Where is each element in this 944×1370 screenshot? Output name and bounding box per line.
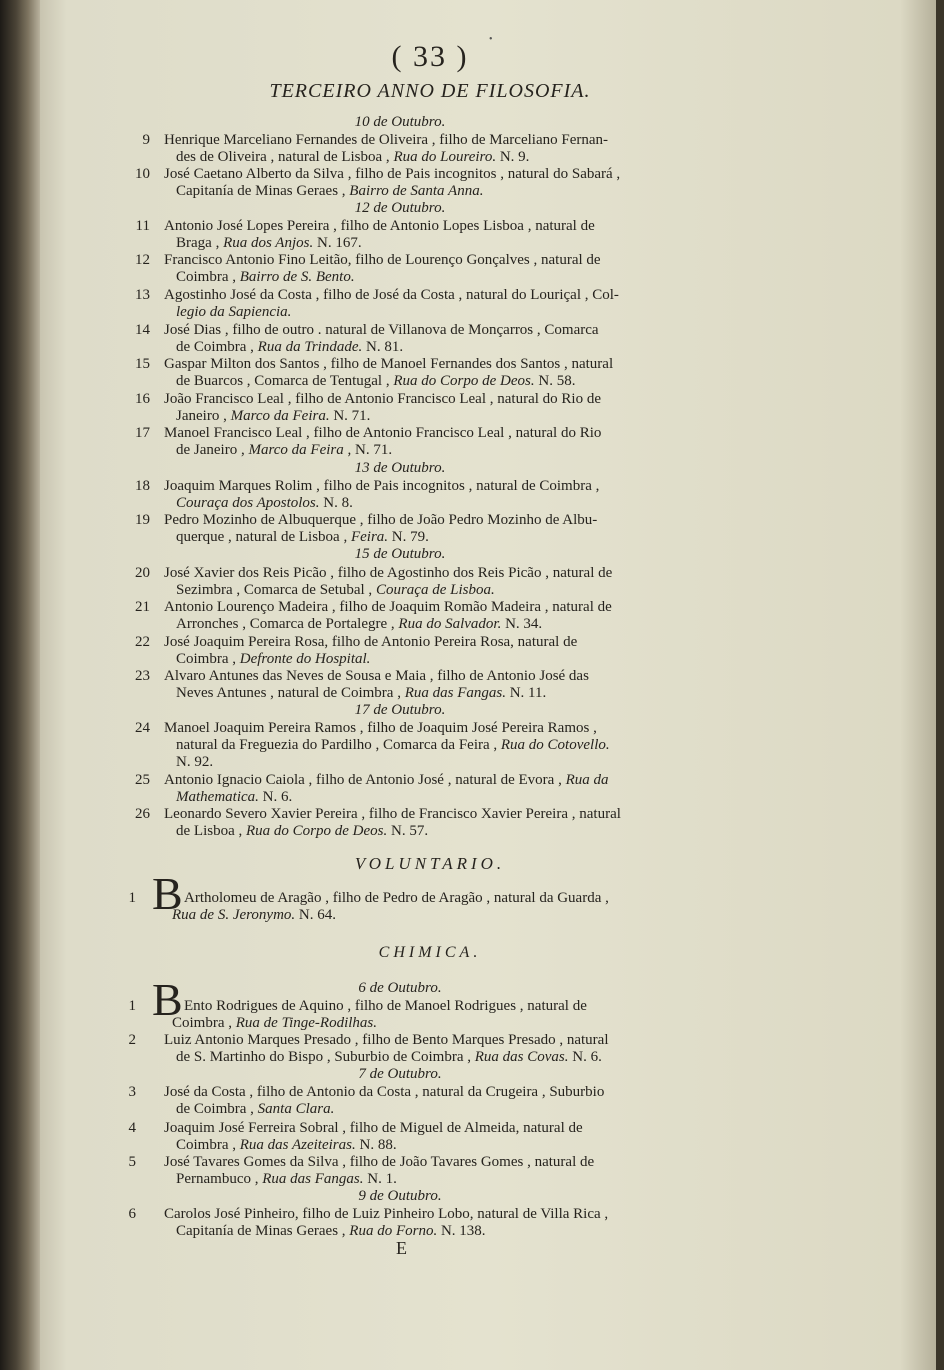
entry-text: N. 1. — [363, 1171, 397, 1187]
entry-line: N. 92. — [176, 754, 214, 770]
chimica-title: CHIMICA. — [378, 944, 482, 961]
entry-text: Manoel Joaquim Pereira Ramos , filho de Joaquim José Pereira Ramos , — [164, 720, 597, 736]
entry-number: 3 — [128, 1084, 136, 1100]
date-text: 6 de Outubro. — [358, 980, 442, 996]
entry-text: Francisco Antonio Fino Leitão, filho de Lourenço Gonçalves , natural de — [164, 252, 601, 268]
entry-line — [164, 806, 621, 823]
entry-line — [176, 823, 428, 840]
entry-text: de Buarcos , Comarca de Tentugal , — [176, 373, 394, 389]
entry-text: Antonio Lourenço Madeira , filho de Joaquim Romão Madeira , natural de — [164, 599, 612, 615]
entry-line — [176, 1049, 602, 1066]
entry-number: 21 — [135, 599, 150, 615]
address-text: Marco da Feira. — [230, 408, 330, 424]
entry-line — [164, 1032, 609, 1049]
entry-line — [164, 287, 619, 304]
entry-line — [164, 599, 612, 616]
entry-number: 10 — [135, 166, 150, 182]
ink-mark: • — [489, 34, 493, 45]
entry-text: N. 11. — [505, 685, 547, 701]
entry-line — [164, 772, 609, 789]
entry-line — [176, 408, 370, 425]
entry-number: 26 — [135, 806, 150, 822]
entry-line — [164, 166, 620, 183]
entry-number: 20 — [135, 565, 150, 581]
entry-text: Artholomeu de Aragão , filho de Pedro de Aragão , natural da Guarda , — [184, 890, 609, 906]
entry-text: Arronches , Comarca de Portalegre , — [176, 616, 399, 632]
entry-line — [176, 373, 575, 390]
entry-text: José Dias , filho de outro . natural de Villanova de Monçarros , Comarca — [164, 322, 599, 338]
address-text: Rua do Corpo de Deos. — [245, 823, 388, 839]
entry-text: Carolos José Pinheiro, filho de Luiz Pinheiro Lobo, natural de Villa Rica , — [164, 1206, 609, 1222]
entry-line — [164, 425, 601, 442]
entry-number: 1 — [128, 998, 136, 1014]
drop-cap: B — [152, 868, 183, 919]
entry-text: Joaquim José Ferreira Sobral , filho de Miguel de Almeida, natural de — [164, 1120, 583, 1136]
entry-line — [176, 149, 529, 166]
entry-number: 14 — [135, 322, 150, 338]
address-text: Bairro de S. Bento. — [239, 269, 355, 285]
entry-text: N. 8. — [319, 495, 353, 511]
entry-text: José da Costa , filho de Antonio da Costa , natural da Crugeira , Suburbio — [164, 1084, 605, 1100]
address-text: Bairro de Santa Anna. — [349, 183, 484, 199]
entry-number: 22 — [135, 634, 150, 650]
entry-text: N. 88. — [355, 1137, 397, 1153]
entry-text: de Janeiro , — [176, 442, 249, 458]
date-line — [0, 200, 800, 217]
entry-line — [176, 339, 403, 356]
address-text: Rua de Tinge-Rodilhas. — [235, 1015, 377, 1031]
address-text: Feira. — [350, 529, 389, 545]
entry-line — [164, 720, 597, 737]
entry-text: Joaquim Marques Rolim , filho de Pais incognitos , natural de Coimbra , — [164, 478, 600, 494]
entry-text: Pernambuco , — [176, 1171, 263, 1187]
entry-text: de S. Martinho do Bispo , Suburbio de Coimbra , — [176, 1049, 475, 1065]
entry-line — [164, 478, 599, 495]
entry-text: N. 6. — [258, 789, 293, 805]
entry-text: Ento Rodrigues de Aquino , filho de Manoel Rodrigues , natural de — [184, 998, 587, 1014]
catchword: E — [396, 1238, 407, 1258]
entry-line — [176, 235, 362, 252]
address-text: Rua das Covas. — [474, 1049, 569, 1065]
entry-line — [176, 304, 291, 321]
address-text: Defronte do Hospital. — [239, 651, 371, 667]
address-text: Rua da — [565, 772, 609, 788]
entry-line — [176, 1137, 397, 1154]
entry-line — [164, 1084, 604, 1101]
entry-text: Agostinho José da Costa , filho de José da Costa , natural do Louriçal , Col- — [164, 287, 619, 303]
entry-number: 19 — [135, 512, 150, 528]
address-text: Rua do Corpo de Deos. — [393, 373, 535, 389]
entry-number: 5 — [128, 1154, 136, 1170]
date-text: 10 de Outubro. — [354, 114, 446, 130]
entry-line — [176, 269, 355, 286]
entry-line — [184, 890, 609, 907]
address-text: Rua das Azeiteiras. — [239, 1137, 356, 1153]
date-line — [0, 546, 800, 563]
entry-text: Braga , — [176, 235, 224, 251]
entry-line — [176, 737, 610, 754]
entry-text: N. 64. — [295, 907, 337, 923]
entry-number: 6 — [128, 1206, 136, 1222]
entry-number: 4 — [128, 1120, 136, 1136]
entry-text: Alvaro Antunes das Neves de Sousa e Maia , filho de Antonio José das — [164, 668, 589, 684]
address-text: Rua da Trindade. — [257, 339, 363, 355]
entry-number: 12 — [135, 252, 150, 268]
voluntario-title: VOLUNTARIO. — [354, 854, 506, 873]
entry-text: N. 138. — [437, 1223, 486, 1239]
entry-text: Janeiro , — [176, 408, 231, 424]
date-line — [0, 980, 800, 997]
entry-text: natural da Freguezia do Pardilho , Comarca da Feira , — [176, 737, 501, 753]
entry-text: Antonio Ignacio Caiola , filho de Antonio José , natural de Evora , — [164, 772, 566, 788]
address-text: Rua dos Anjos. — [223, 235, 314, 251]
entry-text: querque , natural de Lisboa , — [176, 529, 351, 545]
entry-text: Gaspar Milton dos Santos , filho de Manoel Fernandes dos Santos , natural — [164, 356, 614, 372]
entry-text: João Francisco Leal , filho de Antonio Francisco Leal , natural do Rio de — [164, 391, 601, 407]
entry-line — [176, 789, 292, 806]
section-heading: TERCEIRO ANNO DE FILOSOFIA. — [269, 80, 591, 102]
entry-text: de Coimbra , — [176, 339, 258, 355]
entry-line — [176, 1171, 397, 1188]
entry-line — [176, 442, 392, 459]
entry-text: Capitanía de Minas Geraes , — [176, 183, 350, 199]
entry-text: N. 34. — [501, 616, 543, 632]
entry-line — [184, 998, 587, 1015]
entry-line — [164, 356, 613, 373]
address-text: legio da Sapiencia. — [176, 304, 292, 320]
entry-text: Coimbra , — [176, 269, 240, 285]
entry-text: N. 58. — [534, 373, 576, 389]
address-text: Marco da Feira , — [248, 442, 352, 458]
entry-text: Coimbra , — [172, 1015, 236, 1031]
date-line — [0, 702, 800, 719]
entry-text: Capitanía de Minas Geraes , — [176, 1223, 350, 1239]
date-text: 17 de Outubro. — [354, 702, 446, 718]
entry-line — [176, 183, 483, 200]
entry-number: 2 — [128, 1032, 136, 1048]
address-text: Rua do Forno. — [349, 1223, 438, 1239]
entry-text: Neves Antunes , natural de Coimbra , — [176, 685, 405, 701]
entry-number: 1 — [128, 890, 136, 906]
entry-line — [176, 616, 542, 633]
entry-line — [176, 529, 429, 546]
entry-line — [164, 1206, 608, 1223]
address-text: Rua das Fangas. — [262, 1171, 364, 1187]
entry-line — [176, 651, 370, 668]
entry-number: 24 — [135, 720, 150, 736]
entry-text: Coimbra , — [176, 1137, 240, 1153]
date-text: 9 de Outubro. — [358, 1188, 442, 1204]
entry-text: N. 79. — [388, 529, 429, 545]
entry-number: 18 — [135, 478, 150, 494]
entry-line — [164, 218, 595, 235]
entry-text: José Joaquim Pereira Rosa, filho de Antonio Pereira Rosa, natural de — [164, 634, 578, 650]
date-line — [0, 114, 800, 131]
entry-line — [176, 495, 353, 512]
entry-text: N. 71. — [329, 408, 371, 424]
entry-text: N. 71. — [351, 442, 393, 458]
entry-line — [164, 634, 577, 651]
entry-number: 13 — [135, 287, 150, 303]
entry-line — [176, 1101, 334, 1118]
entry-text: N. 9. — [496, 149, 530, 165]
entry-number: 16 — [135, 391, 150, 407]
date-text: 12 de Outubro. — [354, 200, 446, 216]
page-number: ( 33 ) — [391, 40, 469, 73]
entry-text: José Tavares Gomes da Silva , filho de João Tavares Gomes , natural de — [164, 1154, 595, 1170]
entry-line — [164, 322, 599, 339]
entry-text: Pedro Mozinho de Albuquerque , filho de João Pedro Mozinho de Albu- — [164, 512, 598, 528]
entry-text: José Xavier dos Reis Picão , filho de Agostinho dos Reis Picão , natural de — [164, 565, 613, 581]
entry-text: Sezimbra , Comarca de Setubal , — [176, 582, 376, 598]
entry-line — [176, 1223, 486, 1240]
address-text: Couraça de Lisboa. — [375, 582, 495, 598]
date-line — [0, 1066, 800, 1083]
drop-cap: B — [152, 974, 183, 1025]
entry-line — [164, 1120, 583, 1137]
entry-text: de Coimbra , — [176, 1101, 258, 1117]
entry-line — [164, 132, 608, 149]
address-text: Rua do Cotovello. — [500, 737, 610, 753]
address-text: Rua de S. Jeronymo. — [172, 907, 296, 923]
entry-text: Luiz Antonio Marques Presado , filho de Bento Marques Presado , natural — [164, 1032, 609, 1048]
entry-text: N. 6. — [568, 1049, 602, 1065]
address-text: Santa Clara. — [257, 1101, 335, 1117]
entry-number: 25 — [135, 772, 150, 788]
entry-line — [164, 252, 601, 269]
entry-text: Coimbra , — [176, 651, 240, 667]
date-text: 13 de Outubro. — [354, 460, 446, 476]
entry-text: de Lisboa , — [176, 823, 246, 839]
entry-line — [164, 1154, 594, 1171]
entry-number: 11 — [135, 218, 150, 234]
date-line — [0, 460, 800, 477]
entry-text: José Caetano Alberto da Silva , filho de Pais incognitos , natural do Sabará , — [164, 166, 621, 182]
date-text: 15 de Outubro. — [354, 546, 446, 562]
entry-text: N. 81. — [362, 339, 404, 355]
address-text: Rua do Salvador. — [398, 616, 502, 632]
address-text: Mathematica. — [176, 789, 259, 805]
entry-number: 23 — [135, 668, 150, 684]
entry-number: 9 — [142, 132, 150, 148]
entry-text: Antonio José Lopes Pereira , filho de Antonio Lopes Lisboa , natural de — [164, 218, 595, 234]
entry-line — [176, 685, 546, 702]
entry-text: Manoel Francisco Leal , filho de Antonio Francisco Leal , natural do Rio — [164, 425, 602, 441]
entry-number: 15 — [135, 356, 150, 372]
date-text: 7 de Outubro. — [358, 1066, 442, 1082]
entry-text: N. 167. — [313, 235, 362, 251]
address-text: Rua do Loureiro. — [393, 149, 497, 165]
address-text: Couraça dos Apostolos. — [176, 495, 320, 511]
entry-line — [176, 582, 495, 599]
address-text: Rua das Fangas. — [404, 685, 506, 701]
entry-line — [172, 1015, 377, 1032]
entry-line — [164, 668, 589, 685]
entry-number: 17 — [135, 425, 150, 441]
entry-text: Henrique Marceliano Fernandes de Oliveira , filho de Marceliano Fernan- — [164, 132, 608, 148]
entry-line — [164, 512, 597, 529]
entry-line — [164, 565, 612, 582]
entry-line — [172, 907, 336, 924]
entry-line — [164, 391, 601, 408]
entry-text: N. 57. — [387, 823, 429, 839]
entry-text: des de Oliveira , natural de Lisboa , — [176, 149, 394, 165]
date-line — [0, 1188, 800, 1205]
entry-text: Leonardo Severo Xavier Pereira , filho de Francisco Xavier Pereira , natural — [164, 806, 621, 822]
